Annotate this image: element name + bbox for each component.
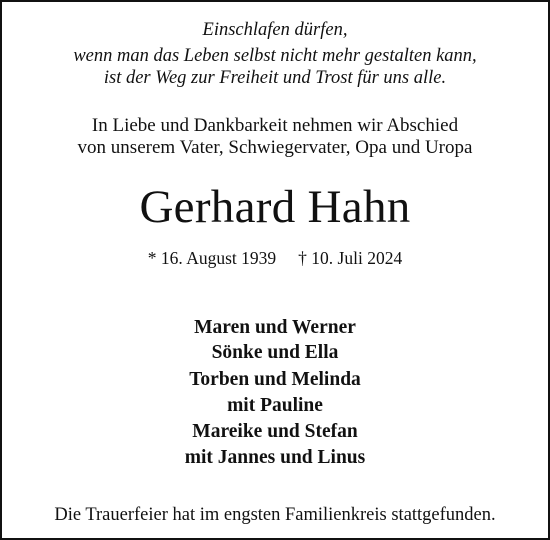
birth-date: * 16. August 1939: [147, 248, 277, 268]
motto-line-3: ist der Weg zur Freiheit und Trost für uns alle.: [103, 68, 447, 88]
intro-line-1: In Liebe und Dankbarkeit nehmen wir Abschied: [91, 115, 459, 136]
family-line-3: Torben und Melinda: [189, 369, 361, 390]
family-line-5: Mareike und Stefan: [192, 421, 358, 442]
family-line-2: Sönke und Ella: [211, 342, 339, 363]
family-line-6: mit Jannes und Linus: [184, 447, 366, 468]
life-dates: [2, 247, 548, 269]
deceased-name: Gerhard Hahn: [139, 181, 411, 233]
intro-line-2: von unserem Vater, Schwiegervater, Opa und Uropa: [77, 137, 473, 158]
family-line-4: mit Pauline: [227, 395, 323, 416]
ceremony-note: Die Trauerfeier hat im engsten Familienkreis stattgefunden.: [54, 505, 496, 525]
family-line-1: Maren und Werner: [194, 317, 356, 338]
motto-line-2: wenn man das Leben selbst nicht mehr gestalten kann,: [73, 46, 477, 66]
death-date: † 10. Juli 2024: [298, 248, 403, 268]
motto-line-1: Einschlafen dürfen,: [202, 20, 348, 40]
